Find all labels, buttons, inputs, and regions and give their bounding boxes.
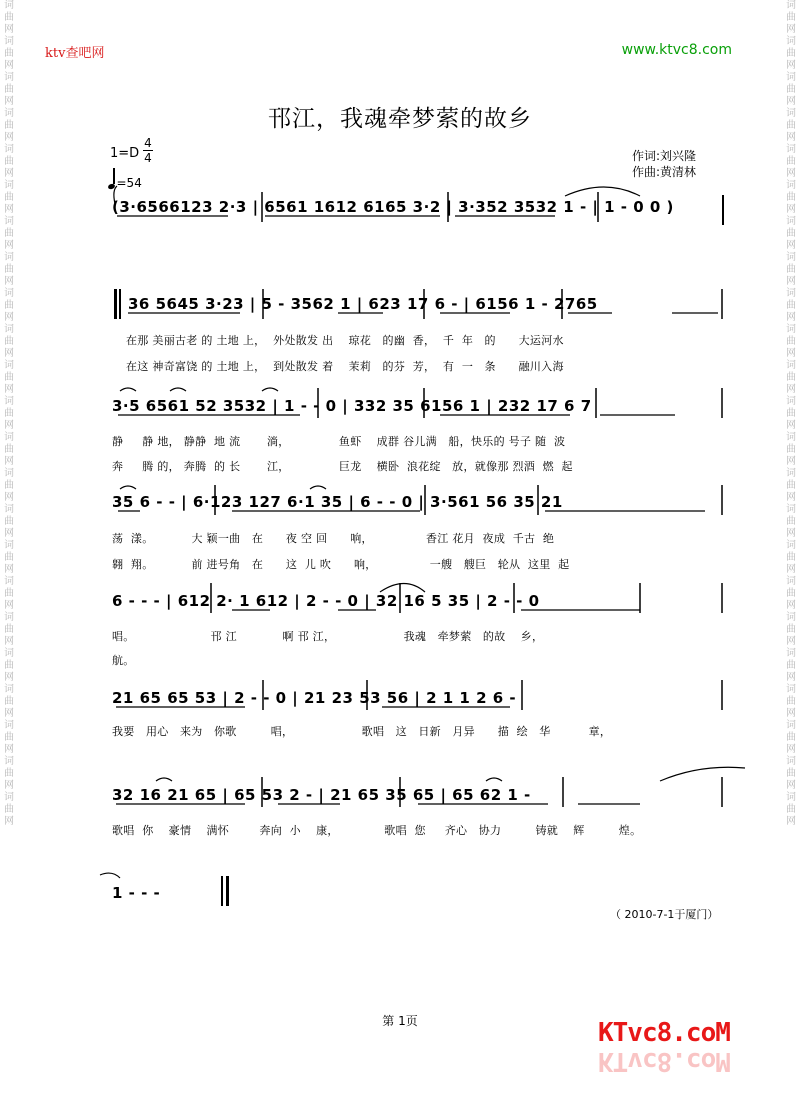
watermark-char: 网: [4, 168, 14, 179]
watermark-char: 词: [786, 72, 796, 83]
watermark-char: 词: [786, 360, 796, 371]
watermark-char: 网: [786, 528, 796, 539]
page-number: 第 1页: [382, 1014, 418, 1028]
watermark-char: 网: [4, 312, 14, 323]
lyrics-line-10: 歌唱 你 豪情 满怀 奔向 小 康， 歌唱 您 齐心 协力 铸就 辉 煌。: [112, 824, 642, 837]
watermark-char: 词: [4, 468, 14, 479]
watermark-char: 词: [786, 468, 796, 479]
watermark-char: 网: [4, 672, 14, 683]
watermark-char: 曲: [786, 552, 796, 563]
watermark-char: 网: [4, 456, 14, 467]
watermark-char: 网: [786, 204, 796, 215]
score-row-7: 1 - - -: [112, 884, 161, 902]
watermark-char: 网: [786, 348, 796, 359]
watermark-char: 曲: [786, 624, 796, 635]
watermark-char: 网: [4, 420, 14, 431]
credits: [632, 148, 696, 180]
watermark-char: 曲: [786, 84, 796, 95]
watermark-char: 词: [4, 504, 14, 515]
watermark-char: 网: [4, 600, 14, 611]
watermark-char: 网: [4, 348, 14, 359]
watermark-char: 词: [786, 324, 796, 335]
watermark-char: 网: [4, 384, 14, 395]
watermark-char: 词: [786, 504, 796, 515]
watermark-char: 词: [4, 540, 14, 551]
watermark-char: 词: [4, 576, 14, 587]
watermark-char: 曲: [4, 84, 14, 95]
watermark-char: 词: [4, 252, 14, 263]
watermark-char: 曲: [4, 516, 14, 527]
watermark-char: 词: [4, 36, 14, 47]
watermark-char: 网: [786, 600, 796, 611]
watermark-char: 词: [786, 252, 796, 263]
watermark-char: 词: [4, 612, 14, 623]
watermark-char: 网: [786, 168, 796, 179]
watermark-char: 网: [786, 240, 796, 251]
watermark-char: 曲: [786, 264, 796, 275]
watermark-char: 词: [4, 324, 14, 335]
watermark-char: 曲: [786, 228, 796, 239]
watermark-char: 曲: [4, 192, 14, 203]
watermark-char: 词: [4, 0, 14, 11]
score-row-6: 32 16 21 65 | 65 53 2 - | 21 65 35 65 | 65 62 1 -: [112, 786, 531, 804]
watermark-char: 网: [4, 132, 14, 143]
watermark-char: 曲: [786, 732, 796, 743]
watermark-char: 曲: [4, 336, 14, 347]
watermark-char: 网: [786, 780, 796, 791]
watermark-char: 曲: [786, 156, 796, 167]
watermark-char: 曲: [786, 696, 796, 707]
watermark-char: 词: [4, 108, 14, 119]
composer: 作曲:黄清林: [632, 165, 697, 179]
watermark-char: 曲: [786, 516, 796, 527]
watermark-char: 网: [4, 276, 14, 287]
watermark-char: 网: [4, 816, 14, 827]
lyrics-line-6: 翱 翔。 前 进号角 在 这 儿 吹 响， 一艘 艘巨 轮从 这里 起: [112, 558, 570, 571]
watermark-char: 网: [4, 240, 14, 251]
watermark-char: 曲: [786, 444, 796, 455]
watermark-char: 曲: [4, 372, 14, 383]
watermark-char: 曲: [4, 768, 14, 779]
watermark-char: 词: [4, 216, 14, 227]
site-logo[interactable]: KTvc8.coM: [598, 1018, 730, 1048]
score-row-3: 35 6 - - | 6·123 127 6·1 35 | 6 - - 0 | 3·561 56 35 21: [112, 493, 563, 511]
watermark-char: 词: [786, 720, 796, 731]
meter-top: 4: [144, 136, 152, 150]
watermark-char: 曲: [786, 408, 796, 419]
site-url-right[interactable]: www.ktvc8.com: [621, 42, 732, 58]
watermark-char: 网: [786, 816, 796, 827]
composition-date: （ 2010-7-1于厦门）: [610, 908, 719, 921]
lyrics-line-5: 荡 漾。 大 颖一曲 在 夜 空 回 响， 香江 花月 夜成 千古 绝: [112, 532, 555, 545]
score-row-5: 21 65 65 53 | 2 - - 0 | 21 23 53 56 | 2 1 1 2 6 -: [112, 689, 517, 707]
watermark-char: 网: [4, 96, 14, 107]
watermark-char: 曲: [4, 804, 14, 815]
watermark-char: 曲: [786, 660, 796, 671]
watermark-char: 词: [4, 288, 14, 299]
watermark-char: 曲: [4, 660, 14, 671]
watermark-char: 网: [4, 60, 14, 71]
key-signature: 1=D: [110, 146, 140, 161]
watermark-char: 曲: [4, 480, 14, 491]
watermark-char: 曲: [786, 588, 796, 599]
watermark-char: 词: [4, 396, 14, 407]
site-logo-reflection: KTvc8.coM: [598, 1046, 730, 1076]
watermark-char: 曲: [786, 120, 796, 131]
watermark-char: 词: [786, 612, 796, 623]
watermark-char: 网: [4, 204, 14, 215]
watermark-char: 网: [4, 780, 14, 791]
watermark-char: 词: [786, 216, 796, 227]
lyrics-line-3: 静 静 地， 静静 地 流 淌， 鱼虾 成群 谷儿满 船，快乐的 号子 随 波: [112, 435, 566, 448]
meter-bottom: 4: [144, 151, 152, 165]
watermark-char: 曲: [786, 336, 796, 347]
watermark-char: 词: [4, 180, 14, 191]
watermark-char: 曲: [786, 768, 796, 779]
watermark-char: 网: [786, 312, 796, 323]
watermark-char: 网: [786, 276, 796, 287]
watermark-char: 词: [4, 648, 14, 659]
tempo-value: =54: [116, 176, 142, 190]
watermark-char: 曲: [786, 192, 796, 203]
watermark-char: 词: [786, 576, 796, 587]
watermark-char: 曲: [4, 624, 14, 635]
watermark-char: 网: [786, 744, 796, 755]
watermark-char: 曲: [786, 300, 796, 311]
watermark-char: 词: [4, 756, 14, 767]
watermark-char: 词: [4, 684, 14, 695]
watermark-char: 词: [786, 648, 796, 659]
watermark-char: 词: [4, 720, 14, 731]
watermark-char: 曲: [4, 444, 14, 455]
watermark-char: 曲: [4, 732, 14, 743]
watermark-char: 曲: [786, 804, 796, 815]
lyrics-line-1: 在那 美丽古老 的 土地 上， 外处散发 出 琼花 的幽 香， 千 年 的 大运河水: [126, 334, 564, 347]
watermark-char: 曲: [4, 552, 14, 563]
quarter-note-icon: [107, 183, 115, 190]
lyrics-line-9: 我要 用心 来为 你歌 唱， 歌唱 这 日新 月异 描 绘 华 章，: [112, 725, 612, 738]
watermark-char: 网: [786, 420, 796, 431]
watermark-char: 曲: [786, 48, 796, 59]
time-signature: [143, 136, 153, 165]
watermark-char: 曲: [4, 408, 14, 419]
watermark-char: 词: [4, 432, 14, 443]
tempo-mark: [108, 171, 142, 190]
watermark-char: 词: [786, 108, 796, 119]
lyrics-line-2: 在这 神奇富饶 的 土地 上， 到处散发 着 茉莉 的芬 芳， 有 一 条 融川入海: [126, 360, 564, 373]
side-watermark-left: [2, 0, 16, 1112]
site-name-left[interactable]: ktv查吧网: [45, 46, 105, 61]
watermark-char: 词: [786, 396, 796, 407]
watermark-char: 网: [786, 708, 796, 719]
watermark-char: 网: [786, 456, 796, 467]
side-watermark-right: [784, 0, 798, 1112]
watermark-char: 曲: [4, 12, 14, 23]
watermark-char: 曲: [4, 588, 14, 599]
lyrics-line-7: 唱。 邗 江 啊 邗 江， 我魂 牵梦萦 的故 乡，: [112, 630, 544, 643]
watermark-char: 网: [786, 636, 796, 647]
watermark-char: 词: [786, 540, 796, 551]
lyricist: 作词:刘兴隆: [632, 149, 697, 163]
watermark-char: 曲: [786, 12, 796, 23]
lyrics-line-8: 航。: [112, 654, 135, 667]
watermark-char: 词: [786, 0, 796, 11]
watermark-char: 词: [4, 72, 14, 83]
score-row-4: 6 - - - | 612 2· 1 612 | 2 - - 0 | 32 16 5 35 | 2 - - 0: [112, 592, 540, 610]
watermark-char: 曲: [4, 156, 14, 167]
watermark-char: 网: [4, 636, 14, 647]
watermark-char: 词: [786, 180, 796, 191]
watermark-char: 曲: [4, 120, 14, 131]
score-row-2: 3·5 6561 52 3532 | 1 - - 0 | 332 35 6156 1 | 232 17 6 7: [112, 397, 592, 415]
watermark-char: 曲: [4, 264, 14, 275]
watermark-char: 曲: [4, 300, 14, 311]
watermark-char: 网: [786, 60, 796, 71]
score-row-1: 36 5645 3·23 | 5 - 3562 1 | 623 17 6 - | 6156 1 - 2765: [128, 295, 598, 313]
watermark-char: 网: [786, 96, 796, 107]
watermark-char: 词: [786, 432, 796, 443]
watermark-char: 词: [786, 756, 796, 767]
watermark-char: 网: [4, 492, 14, 503]
lyrics-line-4: 奔 腾 的， 奔腾 的 长 江， 巨龙 横卧 浪花绽 放，就像那 烈酒 燃 起: [112, 460, 573, 473]
watermark-char: 词: [4, 792, 14, 803]
watermark-char: 网: [786, 564, 796, 575]
watermark-char: 网: [4, 564, 14, 575]
watermark-char: 词: [786, 144, 796, 155]
watermark-char: 网: [786, 384, 796, 395]
watermark-char: 词: [4, 144, 14, 155]
watermark-char: 曲: [4, 228, 14, 239]
watermark-char: 网: [4, 744, 14, 755]
watermark-char: 词: [4, 360, 14, 371]
watermark-char: 曲: [786, 372, 796, 383]
watermark-char: 网: [4, 708, 14, 719]
watermark-char: 网: [786, 672, 796, 683]
watermark-char: 网: [786, 24, 796, 35]
watermark-char: 网: [4, 528, 14, 539]
watermark-char: 词: [786, 684, 796, 695]
song-title: 邗江，我魂牵梦萦的故乡: [268, 106, 532, 132]
watermark-char: 词: [786, 288, 796, 299]
watermark-char: 曲: [4, 48, 14, 59]
watermark-char: 网: [4, 24, 14, 35]
watermark-char: 网: [786, 492, 796, 503]
watermark-char: 词: [786, 792, 796, 803]
watermark-char: 曲: [4, 696, 14, 707]
watermark-char: 词: [786, 36, 796, 47]
watermark-char: 曲: [786, 480, 796, 491]
watermark-char: 网: [786, 132, 796, 143]
score-row-intro: (3·6566123 2·3 | 6561 1612 6165 3·2 | 3·352 3532 1 - | 1 - 0 0 ): [112, 198, 674, 216]
